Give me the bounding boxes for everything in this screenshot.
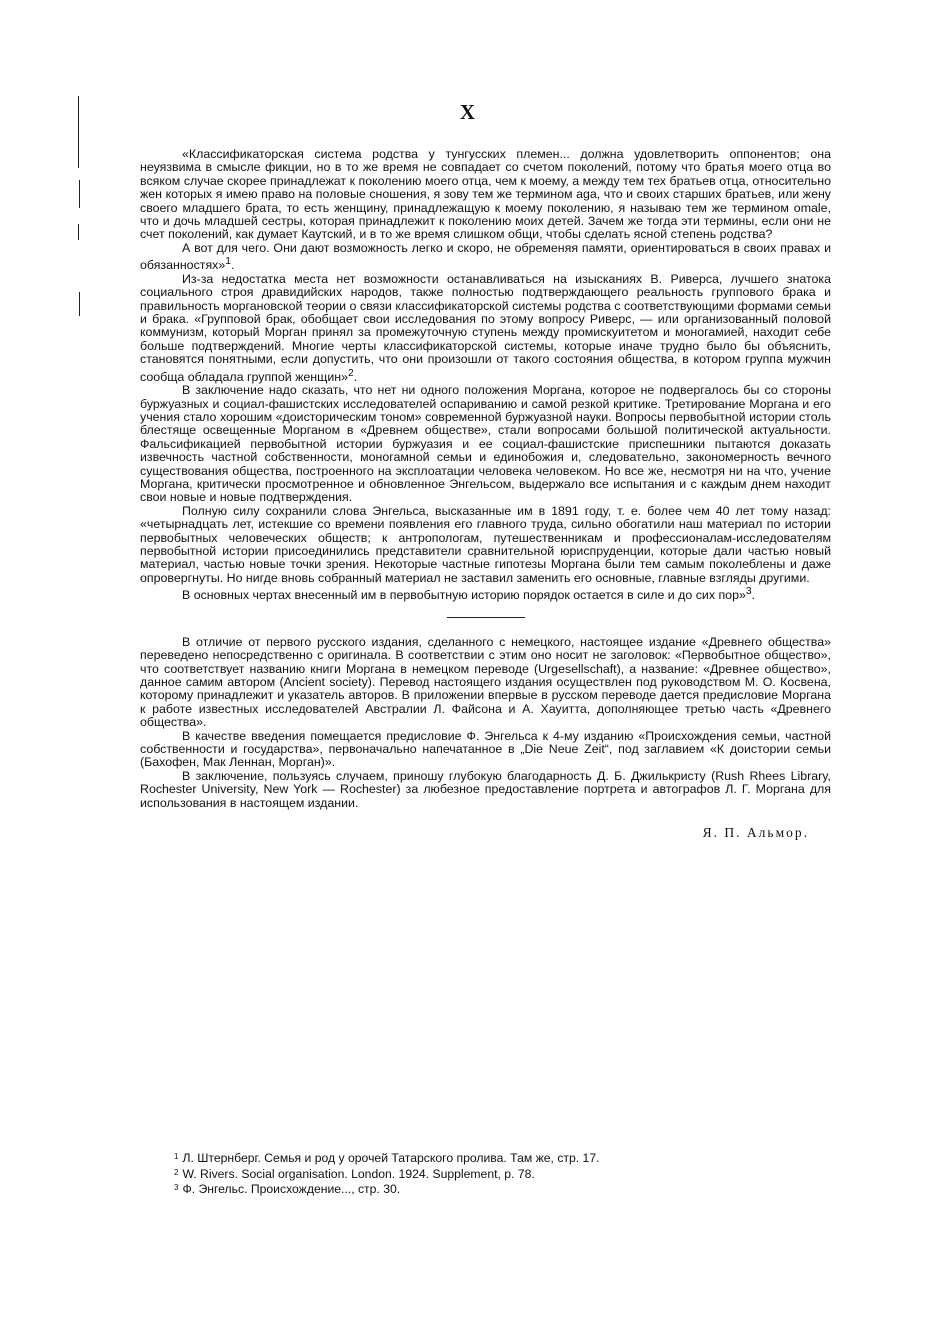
footnote-3: $^3$ Ф. Энгельс. Происхождение..., стр. 30. [174,1182,401,1197]
paragraph-5: Полную силу сохранили слова Энгельса, высказанные им в 1891 году, т. е. более чем 40 лет тому назад: «четырнадцать лет, истекшие со времени появления его главного труда, сильно обогатили наш материал по истории первобытных человеческих обществ; к антропологам, путешественникам и профессионалам-исследователям первобытной истории присоединились представители сравнительной юриспруденции, которые дали частью новый материал, частью новые точки зрения. Некоторые частные гипотезы Моргана были тем самым поколеблены и даже опровергнуты. Но нигде вновь собранный материал не заставил заменить его основные, главные взгляды другими. [140,503,831,585]
paragraph-4: В заключение надо сказать, что нет ни одного положения Моргана, которое не подвергалось бы со стороны буржуазных и социал-фашистских исследователей оспариванию и самой резкой критике. Третирование Моргана и его учения стало хорошим «доисторическим тоном» современной буржуазной науки. Вопросы первобытной истории столь блестяще освещенные Морганом в «Древнем обществе», стали вопросами большой политической актуальности. Фальсификацией первобытной истории буржуазия и ее социал-фашистские приспешники пытаются доказать извечность частной собственности, моногамной семьи и единобожия и, следовательно, закономерность вечного существования общества, построенного на эксплоатации человека человеком. Но все же, несмотря ни на что, учение Моргана, критически просмотренное и обновленное Энгельсом, выдержало все испытания и с каждым днем находит свои новые и новые подтверждения. [140,383,831,505]
paragraph-9: В заключение, пользуясь случаем, приношу глубокую благодарность Д. Б. Джилькристу (Rush Rhees Library, Rochester University, New York — Rochester) за любезное предоставление портрета и автографов Л. Г. Моргана для использования в настоящем издании. [140,768,831,810]
paragraph-1: «Классификаторская система родства у тунгусских племен... должна удовлетворить оппонентов; она неуязвима в смысле фикции, но в то же время не совпадает со счетом поколений, потому что братья моего отца во всяком случае скорее принадлежат к поколению моего отца, чем к моему, а между тем тех братьев отца, относительно жен которых я имею право на половые сношения, я зову тем же термином aga, что и своих старших братьев, или жену своего младшего брата, то есть женщину, принадлежащую к моему поколению, я называю тем же термином omale, что и дочь младшей сестры, которая принадлежит к поколению моих детей. Зачем же тогда эти термины, если они не счет поколений, как думает Каутский, и в то же время слишком общи, чтобы сделать ясной степень родства? [140,147,831,242]
section-divider [447,617,525,618]
footnote-ref-3: 3 [745,586,752,598]
margin-scan-marks [78,96,82,321]
main-text [140,148,831,839]
paragraph-7: В отличие от первого русского издания, сделанного с немецкого, настоящее издание «Древнего общества» переведено непосредственно с оригинала. В соответствии с этим оно носит не заголовок: «Первобытное общество», что соответствует названию книги Моргана в немецком переводе (Urgesellschaft), а название: «Древнее общество», данное самим автором (Ancient society). Перевод настоящего издания осуществлен под руководством М. О. Косвена, которому принадлежит и указатель авторов. В приложении впервые в русском переводе дается предисловие Моргана к работе известных исследователей Австралии Л. Файсона и А. Хауитта, дополняющее третью часть «Древнего общества». [140,634,831,730]
signature: Я. П. Альмор. [702,825,809,841]
footnote-ref-1: 1 [225,256,231,268]
paragraph-8: В качестве введения помещается предисловие Ф. Энгельса к 4-му изданию «Происхождения семьи, частной собственности и государства», первоначально напечатанное в „Die Neue Zeit“, под заглавием «К доистории семьи (Бахофен, Мак Леннан, Морган)». [140,728,831,770]
footnotes [174,1150,814,1197]
footnote-2: $^2$ W. Rivers. Social organisation. London. 1924. Supplement, p. 78. [174,1166,535,1181]
page-number: X [459,100,477,124]
footnote-1: $^1$ Л. Штернберг. Семья и род у орочей Татарского пролива. Там же, стр. 17. [174,1151,600,1165]
footnote-ref-2: 2 [348,367,354,379]
paragraph-3: Из-за недостатка места нет возможности останавливаться на изысканиях В. Риверса, лучшего знатока социального строя дравидийских народов, также полностью подтверждающего реальность группового брака и правильность моргановской теории о связи классификаторской системы родства с соответствующими формами семьи и брака. «Групповой брак, обобщает свои исследования по этому вопросу Риверс, — или организованный половой коммунизм, который Морган принял за промежуточную ступень между промискуитетом и моногамией, находит себе больше подтверждений. Многие черты классификаторской системы, которые иначе трудно было бы объяснить, становятся понятными, если допустить, что они произошли от такого состояния общества, в котором группа мужчин сообща обладала группой женщин»$^2$. [140,271,831,384]
paragraph-2: А вот для чего. Они дают возможность легко и скоро, не обременяя памяти, ориентироваться в своих правах и обязанностях»$^1$. [140,240,831,273]
paragraph-6: В основных чертах внесенный им в первобытную историю порядок остается в силе и до сих пор»$^3$. [182,586,756,603]
